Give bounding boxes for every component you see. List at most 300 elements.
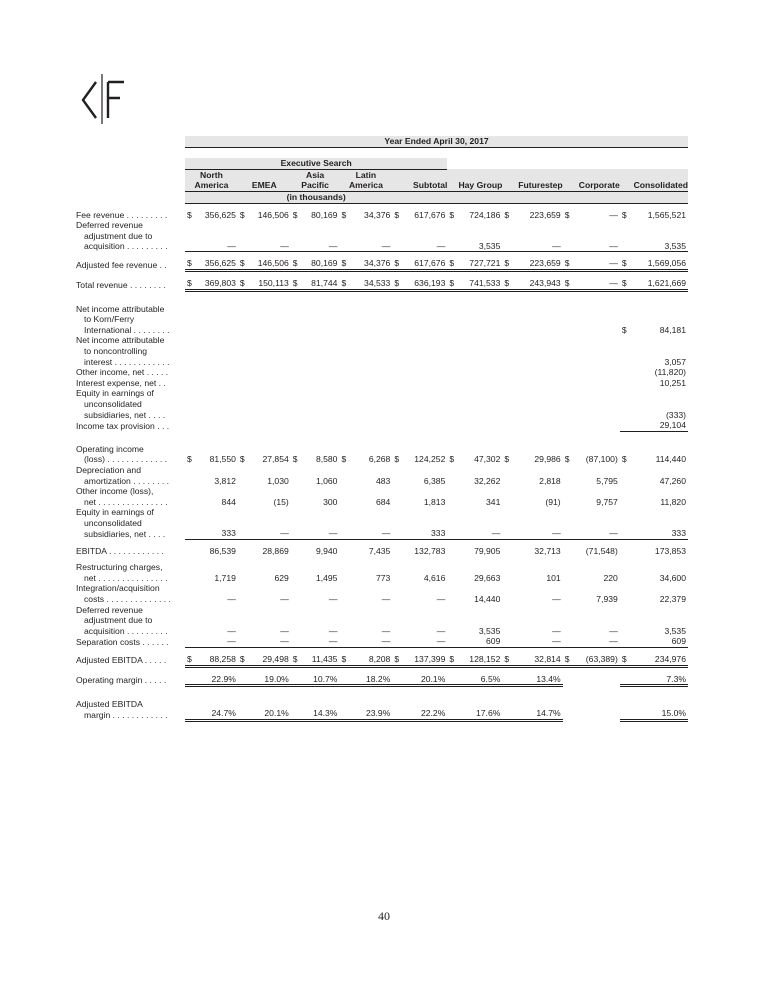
value-cell: 3,535 [664, 625, 686, 636]
value-cell: — [328, 625, 338, 636]
column-header-line: Futurestep [518, 180, 563, 191]
value-cell: 8,208 [348, 654, 392, 666]
value-cell: 19.0% [246, 674, 290, 686]
segment-table [76, 136, 688, 722]
value-cell: 137,399 [401, 654, 448, 666]
currency-symbol: $ [341, 209, 347, 220]
value-cell: 5,795 [596, 475, 618, 486]
corner-cell [76, 158, 185, 169]
value-cell: — [436, 593, 446, 604]
value-cell: 146,506 [257, 209, 289, 220]
row-label [76, 486, 185, 507]
value-cell: — [381, 625, 391, 636]
value-cell: 29,104 [628, 420, 688, 431]
row-label [76, 278, 185, 290]
row-label-line: Net income attributable [76, 303, 165, 314]
currency-symbol [392, 546, 400, 557]
value-cell: — [348, 220, 392, 252]
value-cell: 356,625 [193, 258, 237, 270]
currency-symbol: $ [620, 258, 628, 270]
currency-symbol [291, 465, 299, 486]
currency-symbol: $ [449, 209, 455, 220]
value-cell: — [246, 220, 290, 252]
row-label-line: Net income attributable [76, 335, 165, 346]
currency-symbol [238, 546, 246, 557]
value-cell: 22.2% [401, 699, 448, 720]
currency-symbol: $ [185, 278, 193, 290]
value-cell: 844 [221, 496, 236, 507]
column-header [291, 169, 340, 191]
corner-cell [76, 147, 185, 158]
row-label [76, 335, 185, 367]
currency-symbol: $ [238, 258, 246, 270]
currency-symbol [291, 605, 299, 637]
currency-symbol: $ [339, 654, 347, 666]
currency-symbol [502, 546, 510, 557]
currency-symbol [447, 562, 455, 583]
row-label [76, 699, 185, 720]
currency-symbol [185, 583, 193, 604]
currency-symbol: $ [392, 654, 400, 666]
value-cell: 617,676 [414, 209, 446, 220]
currency-symbol [563, 486, 571, 507]
currency-symbol [447, 220, 455, 252]
currency-symbol [392, 562, 400, 583]
row-label [76, 605, 185, 637]
column-header [392, 169, 447, 191]
currency-symbol [185, 220, 193, 252]
row-label-line: subsidiaries, net . . . . [84, 528, 166, 539]
row-label [76, 636, 185, 647]
column-header-line: EMEA [251, 180, 277, 191]
row-label-line: net . . . . . . . . . . . . . . . [84, 572, 168, 583]
currency-symbol: $ [502, 654, 510, 666]
row-label-line: unconsolidated [84, 398, 142, 409]
value-cell: — [299, 220, 339, 252]
kf-logo [80, 72, 128, 124]
column-header-line: Asia [306, 169, 325, 180]
currency-symbol: $ [621, 209, 627, 220]
currency-symbol [502, 507, 510, 539]
currency-symbol [447, 486, 455, 507]
value-cell: 4,616 [423, 572, 446, 583]
value-cell: (333) [665, 409, 686, 420]
currency-symbol [447, 507, 455, 539]
value-cell: 223,659 [529, 209, 561, 220]
value-cell: — [381, 593, 391, 604]
column-header [447, 169, 502, 191]
currency-symbol [620, 388, 628, 420]
column-header-line: America [348, 180, 383, 191]
currency-symbol [185, 636, 193, 647]
value-cell [571, 674, 620, 686]
column-header [563, 169, 620, 191]
value-cell: 333 [401, 507, 448, 539]
currency-symbol [563, 605, 571, 637]
row-label-line: amortization . . . . . . . . [84, 475, 170, 486]
row-label [76, 367, 185, 378]
currency-symbol: $ [239, 209, 245, 220]
currency-symbol [339, 636, 347, 647]
value-cell: 7,435 [368, 545, 391, 556]
currency-symbol: $ [239, 454, 245, 465]
row-label [76, 674, 185, 686]
currency-symbol [291, 636, 299, 647]
spacer-cell [563, 674, 571, 686]
value-cell: — [246, 507, 290, 539]
row-label-line: net . . . . . . . . . . . . . . . [84, 496, 168, 507]
currency-symbol: $ [394, 454, 400, 465]
row-label [76, 507, 185, 539]
row-label-line: adjustment due to [84, 230, 153, 241]
currency-symbol: $ [392, 278, 400, 290]
currency-symbol: $ [563, 278, 571, 290]
value-cell: 47,302 [474, 454, 501, 465]
column-header [238, 169, 291, 191]
currency-symbol [339, 486, 347, 507]
currency-symbol [620, 378, 628, 389]
currency-symbol [392, 220, 400, 252]
row-label-line: Interest expense, net . . [76, 377, 166, 388]
currency-symbol [563, 583, 571, 604]
currency-symbol [339, 220, 347, 252]
spacer-cell [185, 367, 620, 378]
spacer-cell [185, 335, 620, 367]
currency-symbol: $ [620, 278, 628, 290]
spacer-cell [185, 420, 620, 431]
value-cell: 3,057 [664, 356, 686, 367]
currency-symbol: $ [238, 654, 246, 666]
value-cell: 146,506 [246, 258, 290, 270]
row-label [76, 220, 185, 252]
currency-symbol [185, 562, 193, 583]
currency-symbol: $ [621, 324, 627, 335]
currency-symbol: $ [394, 209, 400, 220]
currency-symbol: $ [447, 278, 455, 290]
row-label [76, 562, 185, 583]
currency-symbol: $ [564, 454, 570, 465]
spacer-cell [291, 674, 299, 686]
row-label-line: Separation costs . . . . . . [76, 636, 169, 647]
spacer-cell [76, 290, 688, 298]
spacer-cell [291, 699, 299, 720]
column-header-line: Corporate [578, 180, 620, 191]
currency-symbol [620, 583, 628, 604]
value-cell: 220 [603, 572, 618, 583]
currency-symbol [563, 546, 571, 557]
currency-symbol: $ [392, 258, 400, 270]
row-label-line: Income tax provision . . . [76, 420, 170, 431]
value-cell: 7.3% [628, 674, 688, 686]
value-cell: 29,498 [246, 654, 290, 666]
row-label-line: margin . . . . . . . . . . . . [84, 709, 168, 720]
currency-symbol [185, 546, 193, 557]
value-cell: 79,905 [474, 545, 501, 556]
value-cell: — [571, 258, 620, 270]
row-label-line: EBITDA . . . . . . . . . . . . [76, 545, 164, 556]
units-label: (in thousands) [185, 191, 447, 203]
row-label-line: Operating margin . . . . . [76, 675, 167, 686]
currency-symbol [238, 636, 246, 647]
value-cell: 14.7% [511, 699, 563, 720]
currency-symbol [502, 583, 510, 604]
spacer-cell [620, 699, 628, 720]
row-label-line: Equity in earnings of [76, 388, 154, 399]
currency-symbol [339, 465, 347, 486]
value-cell: 617,676 [401, 258, 448, 270]
currency-symbol [563, 507, 571, 539]
currency-symbol [620, 605, 628, 637]
currency-symbol [563, 220, 571, 252]
currency-symbol [563, 636, 571, 647]
currency-symbol [392, 636, 400, 647]
row-label [76, 210, 185, 221]
currency-symbol [185, 507, 193, 539]
spacer-cell [76, 686, 688, 694]
value-cell: 27,854 [262, 454, 289, 465]
row-label-line: Adjusted EBITDA [76, 699, 143, 710]
currency-symbol: $ [341, 454, 347, 465]
currency-symbol [620, 546, 628, 557]
currency-symbol: $ [339, 258, 347, 270]
value-cell: 629 [274, 572, 289, 583]
row-label-line: (loss) . . . . . . . . . . . . . [84, 454, 168, 465]
value-cell: — [511, 636, 563, 647]
value-cell: 13.4% [511, 674, 563, 686]
currency-symbol [238, 465, 246, 486]
value-cell: 11,820 [660, 496, 686, 507]
value-cell: — [552, 593, 561, 604]
currency-symbol: $ [502, 258, 510, 270]
column-header-line: Hay Group [458, 180, 503, 191]
value-cell: 6,268 [368, 454, 391, 465]
spacer-cell [447, 158, 688, 169]
value-cell: 1,030 [267, 475, 289, 486]
currency-symbol [392, 465, 400, 486]
value-cell: (87,100) [585, 454, 618, 465]
value-cell: 15.0% [628, 699, 688, 720]
currency-symbol [238, 562, 246, 583]
currency-symbol [392, 583, 400, 604]
value-cell: — [571, 278, 620, 290]
currency-symbol: $ [185, 258, 193, 270]
spacer-cell [185, 378, 620, 389]
currency-symbol [620, 562, 628, 583]
value-cell: — [193, 636, 237, 647]
currency-symbol: $ [291, 654, 299, 666]
spacer-cell [339, 674, 347, 686]
spacer-cell [392, 699, 400, 720]
spacer-cell [238, 699, 246, 720]
currency-symbol [502, 465, 510, 486]
row-label-line: Operating income [76, 443, 144, 454]
value-cell: 32,262 [474, 475, 501, 486]
currency-symbol [620, 465, 628, 486]
column-header [620, 169, 688, 191]
group-title: Executive Search [185, 158, 447, 169]
value-cell: 84,181 [659, 324, 686, 335]
value-cell: — [348, 507, 392, 539]
column-header-line: Consolidated [633, 180, 688, 191]
value-cell: — [246, 636, 290, 647]
value-cell: — [348, 636, 392, 647]
value-cell: 243,943 [511, 278, 563, 290]
currency-symbol [291, 562, 299, 583]
value-cell: 6,385 [423, 475, 446, 486]
value-cell: 2,818 [539, 475, 561, 486]
row-label [76, 546, 185, 557]
value-cell: (63,389) [571, 654, 620, 666]
value-cell: 300 [323, 496, 338, 507]
row-label-line: Integration/acquisition [76, 583, 160, 594]
value-cell: 3,812 [214, 475, 236, 486]
spacer-cell [185, 388, 620, 420]
currency-symbol [339, 562, 347, 583]
page-number: 40 [378, 909, 390, 923]
row-label [76, 583, 185, 604]
value-cell: 14,440 [474, 593, 501, 604]
currency-symbol [620, 420, 628, 431]
currency-symbol: $ [502, 278, 510, 290]
spacer-cell [447, 191, 688, 203]
value-cell: 3,535 [456, 220, 503, 252]
row-label-line: Restructuring charges, [76, 562, 163, 573]
currency-symbol [339, 546, 347, 557]
currency-symbol [620, 636, 628, 647]
value-cell: — [552, 625, 561, 636]
value-cell: 81,550 [209, 454, 236, 465]
corner-cell [76, 136, 185, 147]
spacer-cell [185, 699, 193, 720]
currency-symbol: $ [291, 258, 299, 270]
value-cell: — [609, 625, 618, 636]
value-cell: 18.2% [348, 674, 392, 686]
currency-symbol [563, 465, 571, 486]
value-cell: 22,379 [659, 593, 686, 604]
currency-symbol: $ [563, 258, 571, 270]
row-label-line: Adjusted EBITDA . . . . . [76, 655, 167, 666]
value-cell: 29,663 [474, 572, 501, 583]
row-label [76, 378, 185, 389]
value-cell: 636,193 [401, 278, 448, 290]
value-cell: 124,252 [414, 454, 446, 465]
currency-symbol [291, 546, 299, 557]
currency-symbol [238, 605, 246, 637]
value-cell: — [299, 507, 339, 539]
value-cell: 81,744 [299, 278, 339, 290]
value-cell: 9,757 [596, 496, 618, 507]
currency-symbol: $ [339, 278, 347, 290]
currency-symbol [447, 465, 455, 486]
value-cell: — [609, 209, 618, 220]
currency-symbol [238, 583, 246, 604]
value-cell: 132,783 [414, 545, 446, 556]
value-cell: 483 [376, 475, 391, 486]
currency-symbol [291, 220, 299, 252]
row-label-line: unconsolidated [84, 517, 142, 528]
currency-symbol [339, 507, 347, 539]
value-cell: 128,152 [456, 654, 503, 666]
spacer-cell [392, 674, 400, 686]
value-cell: 341 [486, 496, 501, 507]
value-cell: — [571, 220, 620, 252]
currency-symbol [447, 583, 455, 604]
spacer-cell [238, 674, 246, 686]
currency-symbol [620, 220, 628, 252]
row-label [76, 654, 185, 666]
spacer-cell [76, 666, 688, 674]
currency-symbol [185, 486, 193, 507]
spacer-cell [447, 699, 455, 720]
value-cell: 32,713 [534, 545, 561, 556]
spacer-cell [185, 674, 193, 686]
column-header [185, 169, 238, 191]
value-cell: 20.1% [401, 674, 448, 686]
value-cell: 101 [546, 572, 561, 583]
currency-symbol [339, 605, 347, 637]
value-cell: 86,539 [209, 545, 236, 556]
value-cell: 80,169 [311, 209, 338, 220]
period-title: Year Ended April 30, 2017 [185, 136, 688, 147]
currency-symbol: $ [291, 278, 299, 290]
row-label [76, 465, 185, 486]
corner-cell [76, 191, 185, 203]
column-header-line: Pacific [301, 180, 329, 191]
currency-symbol [291, 486, 299, 507]
currency-symbol: $ [292, 209, 298, 220]
value-cell: 333 [193, 507, 237, 539]
row-label [76, 388, 185, 420]
currency-symbol [620, 335, 628, 367]
value-cell: 150,113 [246, 278, 290, 290]
value-cell: 88,258 [193, 654, 237, 666]
value-cell: — [436, 625, 446, 636]
value-cell: 11,435 [299, 654, 339, 666]
spacer-cell [447, 674, 455, 686]
row-label-line: costs . . . . . . . . . . . . . . [84, 593, 171, 604]
value-cell: — [571, 636, 620, 647]
value-cell: 10,251 [659, 377, 686, 388]
value-cell: 34,600 [659, 572, 686, 583]
value-cell: (71,548) [585, 545, 618, 556]
row-label-line: to noncontrolling [84, 346, 148, 356]
value-cell: 234,976 [628, 654, 688, 666]
currency-symbol [291, 583, 299, 604]
currency-symbol [238, 507, 246, 539]
currency-symbol: $ [504, 209, 510, 220]
currency-symbol: $ [238, 278, 246, 290]
value-cell: 34,533 [348, 278, 392, 290]
row-label-line: Depreciation and [76, 464, 141, 475]
value-cell: (11,820) [654, 367, 686, 378]
value-cell: 22.9% [193, 674, 237, 686]
row-label-line: acquisition . . . . . . . . . [84, 625, 168, 636]
currency-symbol [291, 507, 299, 539]
currency-symbol [502, 220, 510, 252]
value-cell: 773 [376, 572, 391, 583]
currency-symbol [502, 636, 510, 647]
value-cell: — [571, 507, 620, 539]
value-cell: 9,940 [315, 545, 338, 556]
currency-symbol [392, 605, 400, 637]
value-cell: 1,813 [423, 496, 446, 507]
currency-symbol: $ [447, 654, 455, 666]
row-label [76, 258, 185, 270]
value-cell: 3,535 [628, 220, 688, 252]
value-cell: — [328, 593, 338, 604]
value-cell: 1,565,521 [647, 209, 686, 220]
currency-symbol [502, 605, 510, 637]
